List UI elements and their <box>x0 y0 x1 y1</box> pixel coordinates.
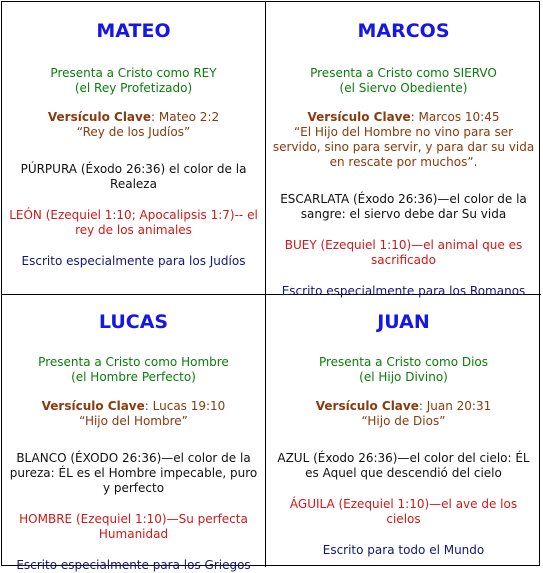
gospel-cell-mateo <box>2 2 266 295</box>
gospel-cell-marcos <box>266 2 541 298</box>
key-verse-label: Versículo Clave <box>307 110 411 124</box>
presentation-subline: (el Hombre Perfecto) <box>71 370 196 384</box>
gospels-table <box>1 1 540 572</box>
presentation-subline: (el Siervo Obediente) <box>339 81 468 95</box>
symbolic-creature: BUEY (Ezequiel 1:10)—el animal que es sacrificado <box>284 238 523 267</box>
gospel-presentation <box>8 355 259 385</box>
presentation-line: Presenta a Cristo como SIERVO <box>310 66 497 80</box>
key-verse <box>272 399 535 429</box>
symbolic-color: PÚRPURA (Éxodo 26:36) el color de la Realeza <box>20 162 247 191</box>
key-verse-reference: : Mateo 2:2 <box>151 110 220 124</box>
gospel-presentation <box>272 66 535 96</box>
symbolic-creature: ÁGUILA (Ezequiel 1:10)—el ave de los cielos <box>289 497 518 526</box>
symbolic-creature: LEÓN (Ezequiel 1:10; Apocalipsis 1:7)-- el rey de los animales <box>9 208 258 237</box>
gospel-presentation <box>8 66 259 96</box>
key-verse <box>8 399 259 429</box>
gospel-presentation <box>272 355 535 385</box>
gospel-cell-juan <box>266 295 541 567</box>
presentation-line: Presenta a Cristo como Dios <box>318 355 489 369</box>
key-verse-reference: : Juan 20:31 <box>418 399 492 413</box>
symbolic-color: ESCARLATA (Éxodo 26:36)—el color de la sangre: el siervo debe dar Su vida <box>280 192 527 221</box>
presentation-subline: (el Hijo Divino) <box>359 370 448 384</box>
key-verse-text: “Rey de los Judíos” <box>76 125 191 139</box>
key-verse-label: Versículo Clave <box>315 399 419 413</box>
symbolic-color: AZUL (Éxodo 26:36)—el color del cielo: ÉL es Aquel que descendió del cielo <box>277 451 530 480</box>
symbolic-color: BLANCO (ÉXODO 26:36)—el color de la pureza: ÉL es el Hombre impecable, puro y perfecto <box>9 451 258 495</box>
presentation-subline: (el Rey Profetizado) <box>74 81 193 95</box>
key-verse-reference: : Marcos 10:45 <box>410 110 500 124</box>
key-verse-text: “Hijo de Dios” <box>361 414 446 428</box>
key-verse-reference: : Lucas 19:10 <box>144 399 226 413</box>
key-verse-text: “El Hijo del Hombre no vino para ser servido, sino para servir, y para dar su vida en rescate por muchos”. <box>272 125 535 169</box>
key-verse-label: Versículo Clave <box>47 110 151 124</box>
intended-audience: Escrito para todo el Mundo <box>322 543 485 557</box>
gospel-title: MARCOS <box>357 20 450 42</box>
key-verse-text: “Hijo del Hombre” <box>79 414 188 428</box>
intended-audience: Escrito especialmente para los Judíos <box>21 254 246 268</box>
gospel-cell-lucas <box>2 295 266 572</box>
gospel-title: JUAN <box>377 311 430 333</box>
intended-audience: Escrito especialmente para los Romanos <box>281 284 526 298</box>
symbolic-creature: HOMBRE (Ezequiel 1:10)—Su perfecta Humanidad <box>19 512 248 541</box>
intended-audience: Escrito especialmente para los Griegos <box>16 558 251 572</box>
presentation-line: Presenta a Cristo como REY <box>50 66 217 80</box>
presentation-line: Presenta a Cristo como Hombre <box>38 355 229 369</box>
key-verse <box>8 110 259 140</box>
key-verse <box>272 110 535 170</box>
gospel-title: MATEO <box>96 20 171 42</box>
key-verse-label: Versículo Clave <box>41 399 145 413</box>
gospel-title: LUCAS <box>98 311 169 333</box>
